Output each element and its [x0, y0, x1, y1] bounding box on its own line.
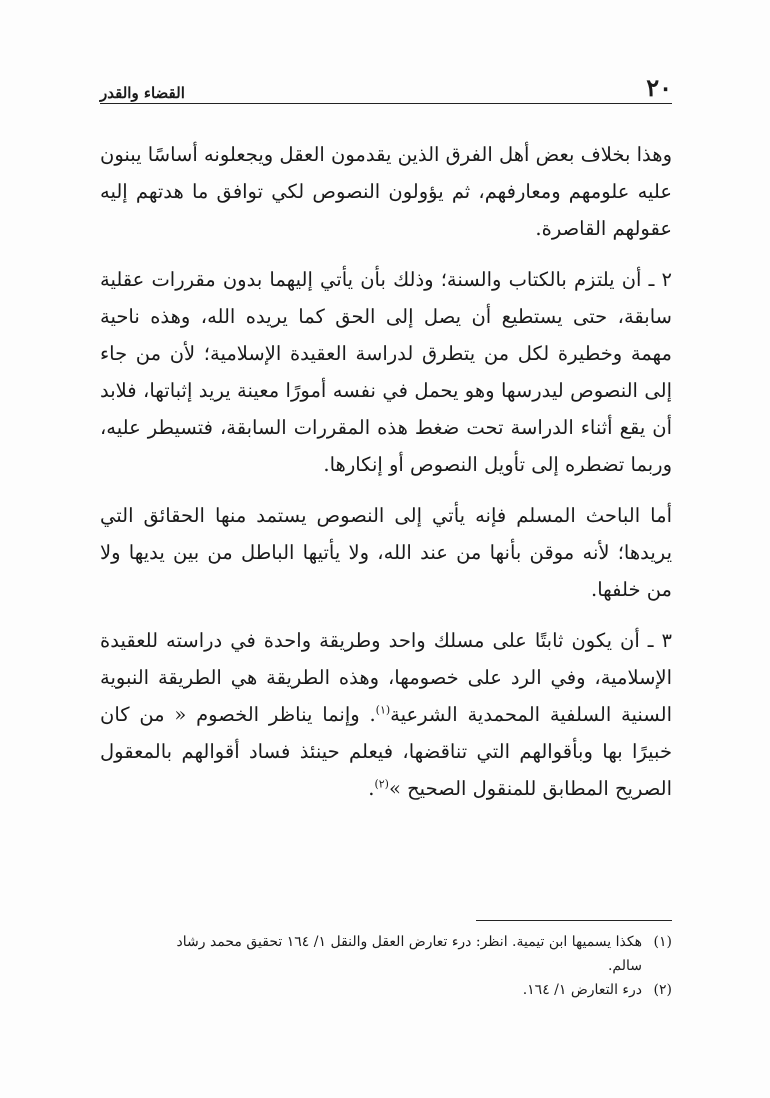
footnote-number: (١)	[653, 934, 672, 950]
footnote-1-continuation: سالم.	[607, 958, 642, 974]
footnote-text: هكذا يسميها ابن تيمية. انظر: درء تعارض العقل والنقل ١/ ١٦٤ تحقيق محمد رشاد	[176, 934, 642, 950]
paragraph-muslim-researcher: أما الباحث المسلم فإنه يأتي إلى النصوص يستمد منها الحقائق التي يريدها؛ لأنه موقن بأنها من عند الله، ولا يأتيها الباطل من بين يديها ولا من خلفها.	[100, 504, 672, 601]
footnote-2	[100, 978, 672, 1002]
footnote-number: (٢)	[653, 982, 672, 998]
point-3-text-a: ٣ ـ أن يكون ثابتًا على مسلك واحد وطريقة واحدة في دراسته للعقيدة الإسلامية، وفي الرد على خصومها، وهذه الطريقة هي الطريقة النبوية السنية السلفية المحمدية الشرعية	[100, 629, 672, 726]
footnote-1	[100, 930, 672, 954]
body-text	[100, 136, 672, 807]
footnote-ref-2: (٢)	[374, 777, 389, 791]
paragraph-point-3	[100, 622, 672, 807]
footnote-text: درء التعارض ١/ ١٦٤.	[522, 982, 642, 998]
header-rule	[100, 103, 672, 104]
point-3-text-b: . وإنما يناظر الخصوم « من كان خبيرًا بها وبأقوالهم التي تناقضها، فيعلم حينئذ فساد أقوالهم بالمعقول الصريح المطابق للمنقول الصحيح »	[100, 703, 672, 800]
running-title: القضاء والقدر	[100, 84, 185, 102]
book-page	[100, 0, 672, 1098]
footnote-separator	[476, 920, 672, 921]
footnote-ref-1: (١)	[375, 703, 391, 717]
footnotes	[100, 930, 672, 1002]
paragraph-intro: وهذا بخلاف بعض أهل الفرق الذين يقدمون العقل ويجعلونه أساسًا يبنون عليه علومهم ومعارفهم، ثم يؤولون النصوص لكي توافق ما هدتهم إليه عقولهم القاصرة.	[100, 143, 672, 240]
page-header	[100, 73, 672, 102]
paragraph-point-2: ٢ ـ أن يلتزم بالكتاب والسنة؛ وذلك بأن يأتي إليهما بدون مقررات عقلية سابقة، حتى يستطيع أن يصل إلى الحق كما يريده الله، وهذه ناحية مهمة وخطيرة لكل من يتطرق لدراسة العقيدة الإسلامية؛ لأن من جاء إلى النصوص ليدرسها وهو يحمل في نفسه أمورًا معينة يريد إثباتها، فلابد أن يقع أثناء الدراسة تحت ضغط هذه المقررات السابقة، فتسيطر عليه، وربما تضطره إلى تأويل النصوص أو إنكارها.	[100, 268, 672, 476]
point-3-text-c: .	[368, 777, 375, 800]
page-number: ٢٠	[646, 73, 672, 102]
